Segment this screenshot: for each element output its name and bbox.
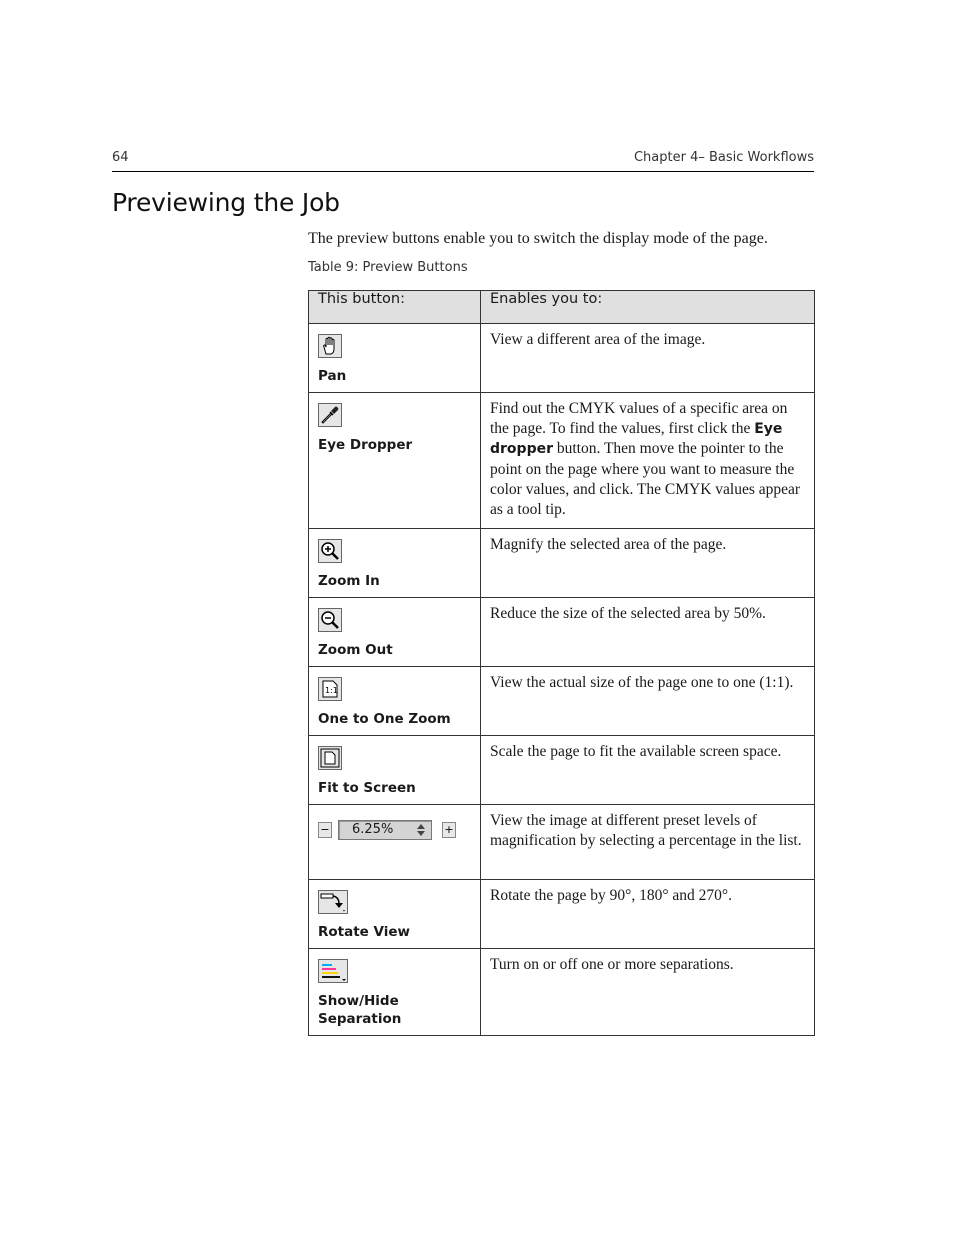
description-cell: Turn on or off one or more separations. — [481, 949, 815, 1036]
zoom-out-icon[interactable] — [318, 608, 342, 632]
table-row — [309, 324, 815, 393]
eye-dropper-icon[interactable] — [318, 403, 342, 427]
table-row — [309, 880, 815, 949]
description-cell: View the actual size of the page one to one (1:1). — [481, 667, 815, 736]
table-row — [309, 805, 815, 880]
section-title: Previewing the Job — [112, 188, 340, 217]
preview-buttons-table — [308, 290, 815, 1036]
column-header-description: Enables you to: — [481, 291, 815, 324]
button-label: Zoom Out — [318, 642, 393, 658]
table-header-row — [309, 291, 815, 324]
zoom-decrease-button[interactable]: − — [318, 822, 332, 838]
button-label: Eye Dropper — [318, 437, 413, 453]
button-label: Show/Hide Separation — [318, 993, 402, 1027]
button-label: Pan — [318, 368, 347, 384]
zoom-increase-button[interactable]: + — [442, 822, 456, 838]
description-text: button. Then move the pointer to the point on the page where you want to measure the color values, and click. The CMYK values appear as a tool tip. — [490, 440, 801, 519]
table-row — [309, 393, 815, 529]
page-number: 64 — [112, 150, 129, 165]
button-cell — [309, 736, 481, 805]
hand-pan-icon[interactable] — [318, 334, 342, 358]
button-cell — [309, 880, 481, 949]
intro-paragraph: The preview buttons enable you to switch the display mode of the page. — [308, 230, 768, 247]
zoom-level-control — [318, 817, 471, 843]
button-label: Zoom In — [318, 573, 380, 589]
table-row — [309, 667, 815, 736]
svg-text:1:1: 1:1 — [325, 686, 338, 695]
button-cell — [309, 667, 481, 736]
rotate-view-icon[interactable] — [318, 890, 348, 914]
zoom-level-value: 6.25% — [352, 822, 394, 837]
table-caption: Table 9: Preview Buttons — [308, 260, 468, 275]
button-cell — [309, 805, 481, 880]
table-row — [309, 598, 815, 667]
button-label: One to One Zoom — [318, 711, 451, 727]
button-cell — [309, 598, 481, 667]
button-cell — [309, 324, 481, 393]
description-cell: Rotate the page by 90°, 180° and 270°. — [481, 880, 815, 949]
description-cell: Magnify the selected area of the page. — [481, 529, 815, 598]
column-header-button: This button: — [309, 291, 481, 324]
chapter-title: Chapter 4– Basic Workflows — [633, 150, 814, 165]
description-cell: Scale the page to fit the available screen space. — [481, 736, 815, 805]
zoom-in-icon[interactable] — [318, 539, 342, 563]
description-cell: Reduce the size of the selected area by 50%. — [481, 598, 815, 667]
button-label: Fit to Screen — [318, 780, 416, 796]
page-header — [112, 149, 814, 172]
spinner-arrows-icon — [416, 823, 426, 837]
description-cell: View a different area of the image. — [481, 324, 815, 393]
button-label: Rotate View — [318, 924, 411, 940]
description-cell — [481, 393, 815, 529]
description-bold-term: Eye dropper — [490, 421, 783, 458]
table-row — [309, 736, 815, 805]
one-to-one-icon[interactable] — [318, 677, 342, 701]
button-cell — [309, 949, 481, 1036]
zoom-level-select[interactable] — [338, 820, 432, 840]
table-row — [309, 949, 815, 1036]
button-cell — [309, 393, 481, 529]
table-row — [309, 529, 815, 598]
description-cell: View the image at different preset levels of magnification by selecting a percentage in the list. — [481, 805, 815, 880]
separations-icon[interactable] — [318, 959, 348, 983]
fit-to-screen-icon[interactable] — [318, 746, 342, 770]
description-text: Find out the CMYK values of a specific area on the page. To find the values, first click the — [490, 400, 788, 438]
button-cell — [309, 529, 481, 598]
